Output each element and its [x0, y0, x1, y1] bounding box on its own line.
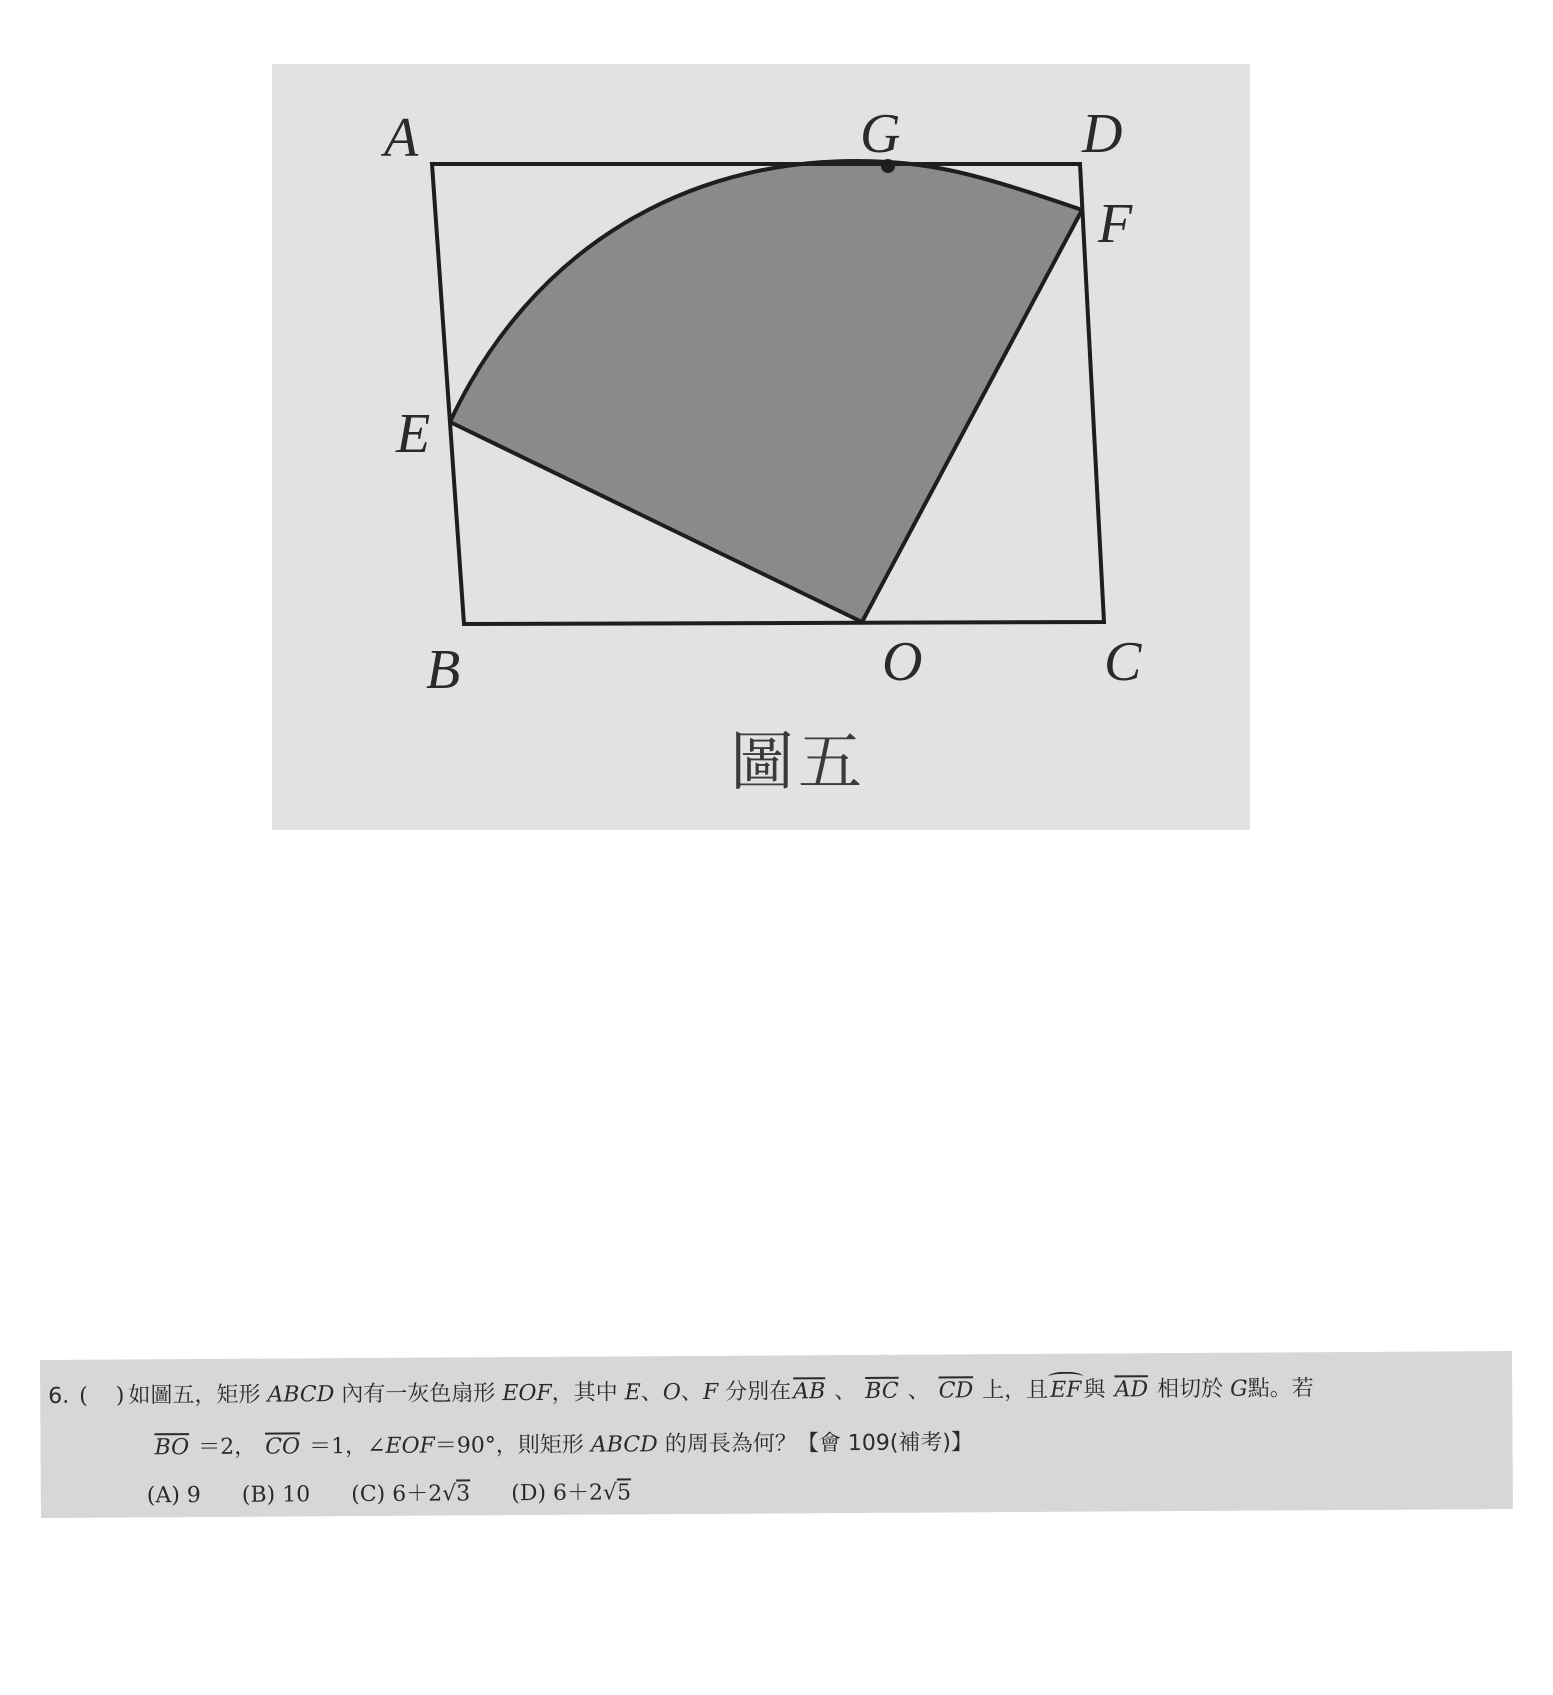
label-g: G	[860, 103, 901, 165]
label-d: D	[1082, 103, 1123, 165]
question-strip	[40, 1351, 1513, 1518]
text-segment: ＝2，	[198, 1434, 257, 1461]
math-o: O	[662, 1380, 681, 1406]
answer-paren-close: )	[115, 1383, 125, 1409]
math-e: E	[624, 1380, 641, 1406]
question-options	[147, 1478, 665, 1511]
question-number: 6.	[48, 1383, 70, 1409]
math-eof: EOF	[502, 1380, 552, 1407]
text-segment: 點。若	[1247, 1376, 1314, 1402]
text-segment: ＝1，∠	[308, 1433, 386, 1460]
text-segment: ，其中	[551, 1380, 618, 1406]
label-a: A	[384, 107, 419, 169]
math-abcd: ABCD	[590, 1432, 658, 1458]
segment-ad: $\overline{AD}$	[1114, 1377, 1149, 1403]
geometry-figure	[272, 64, 1250, 830]
math-f: F	[702, 1379, 719, 1405]
separator: 、	[907, 1378, 930, 1404]
math-abcd: ABCD	[267, 1382, 335, 1408]
text-segment: 相切於	[1156, 1376, 1224, 1403]
option-c	[351, 1481, 470, 1507]
text-segment: 如圖五，矩形	[128, 1382, 261, 1409]
label-f: F	[1098, 193, 1133, 255]
option-b: (B) 10	[241, 1482, 311, 1508]
label-c: C	[1104, 631, 1142, 693]
segment-ab: $\overline{AB}$	[793, 1379, 826, 1405]
option-d-radicand: 5	[616, 1480, 632, 1506]
text-segment: 的周長為何？	[664, 1431, 797, 1458]
label-e: E	[396, 403, 431, 465]
segment-bo: $\overline{BO}$	[154, 1435, 190, 1461]
label-o: O	[882, 631, 923, 693]
option-c-radicand: 3	[456, 1481, 471, 1507]
text-segment: ＝90°，則矩形	[434, 1432, 584, 1459]
figure-panel	[272, 64, 1250, 830]
option-a: (A) 9	[146, 1483, 201, 1509]
separator: 、	[640, 1380, 663, 1406]
text-segment: 上，且	[982, 1377, 1049, 1404]
separator: 、	[834, 1379, 857, 1405]
text-segment: 與	[1083, 1377, 1106, 1403]
segment-cd: $\overline{CD}$	[938, 1378, 974, 1404]
segment-bc: $\overline{BC}$	[865, 1378, 899, 1404]
label-b: B	[426, 639, 461, 701]
gray-sector	[450, 161, 1082, 622]
separator: 、	[680, 1379, 703, 1406]
text-segment: 內有一灰色扇形	[341, 1381, 496, 1408]
math-eof: EOF	[385, 1433, 435, 1459]
segment-co: $\overline{CO}$	[265, 1434, 301, 1460]
question-line-2	[152, 1428, 973, 1463]
text-segment: 分別在	[725, 1379, 792, 1405]
option-d-prefix: (D) 6＋2√	[511, 1480, 618, 1507]
figure-caption: 圖五	[730, 726, 866, 800]
answer-paren-open: (	[79, 1383, 88, 1409]
question-source: 【會 109(補考)】	[796, 1430, 974, 1457]
arc-ef: EF	[1050, 1377, 1082, 1403]
math-g: G	[1229, 1376, 1248, 1402]
option-c-prefix: (C) 6＋2√	[351, 1481, 457, 1508]
question-line-1	[48, 1374, 1314, 1412]
option-d	[511, 1480, 631, 1506]
